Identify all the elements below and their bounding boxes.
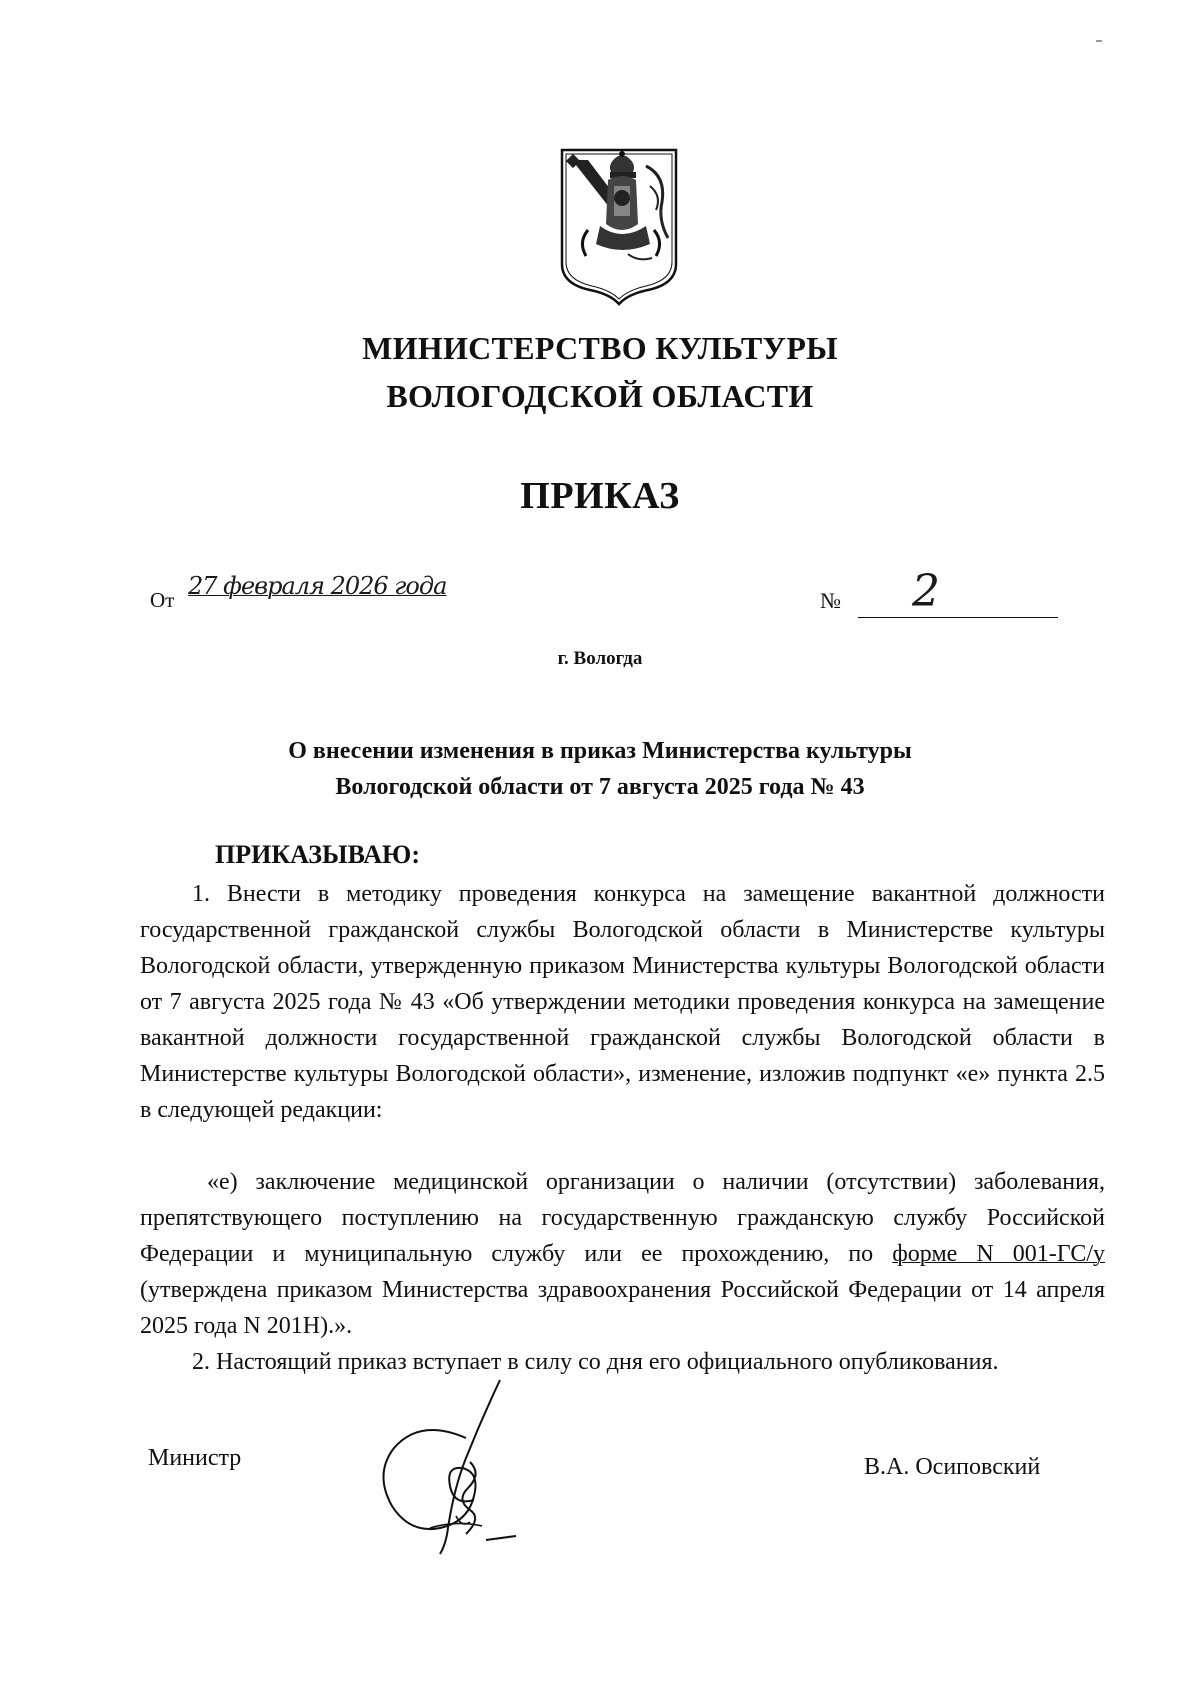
paragraph-2 xyxy=(140,1164,1105,1344)
signer-name: В.А. Осиповский xyxy=(864,1454,1041,1480)
date-label: От xyxy=(150,588,175,612)
number-field xyxy=(820,566,1060,620)
scan-speck xyxy=(1096,40,1102,42)
handwritten-date: 27 февраля 2026 года xyxy=(188,572,447,600)
number-underline xyxy=(858,617,1058,618)
city-name: г. Вологда xyxy=(557,648,643,669)
subject-line1: О внесении изменения в приказ Министерства культуры xyxy=(288,738,912,764)
number-label: № xyxy=(820,588,841,613)
coat-of-arms-icon xyxy=(558,146,680,306)
document-type-title: ПРИКАЗ xyxy=(520,475,680,517)
ministry-name-line2: ВОЛОГОДСКОЙ ОБЛАСТИ xyxy=(386,378,814,414)
ministry-name-line1: МИНИСТЕРСТВО КУЛЬТУРЫ xyxy=(362,330,838,366)
paragraph-1: 1. Внести в методику проведения конкурса на замещение вакантной должности государственной гражданской службы Вологодской области в Министерстве культуры Вологодской области, утвержденную приказом Министерства культуры Вологодской области от 7 августа 2025 года № 43 «Об утверждении методики проведения конкурса на замещение вакантной должности государственной гражданской службы Вологодской области в Министерстве культуры Вологодской области», изменение, изложив подпункт «е» пункта 2.5 в следующей редакции: xyxy=(140,881,1105,1123)
paragraph-2-text-end: (утверждена приказом Министерства здравоохранения Российской Федерации от 14 апреля 2025 года N 201Н).». xyxy=(140,1277,1105,1339)
handwritten-number: 2 xyxy=(912,566,940,617)
handwritten-signature-icon xyxy=(370,1378,560,1558)
subject-line2: Вологодской области от 7 августа 2025 года № 43 xyxy=(335,774,865,800)
order-keyword: ПРИКАЗЫВАЮ: xyxy=(215,840,420,869)
paragraph-2-text-start: «е) заключение медицинской организации о наличии (отсутствии) заболевания, препятствующего поступлению на государственную гражданскую службу Российской Федерации и муниципальную службу или ее прохождению, по xyxy=(140,1169,1105,1267)
form-reference-link[interactable]: форме N 001-ГС/у xyxy=(892,1241,1105,1267)
paragraph-3: 2. Настоящий приказ вступает в силу со дня его официального опубликования. xyxy=(192,1349,999,1375)
signer-title: Министр xyxy=(148,1445,242,1471)
